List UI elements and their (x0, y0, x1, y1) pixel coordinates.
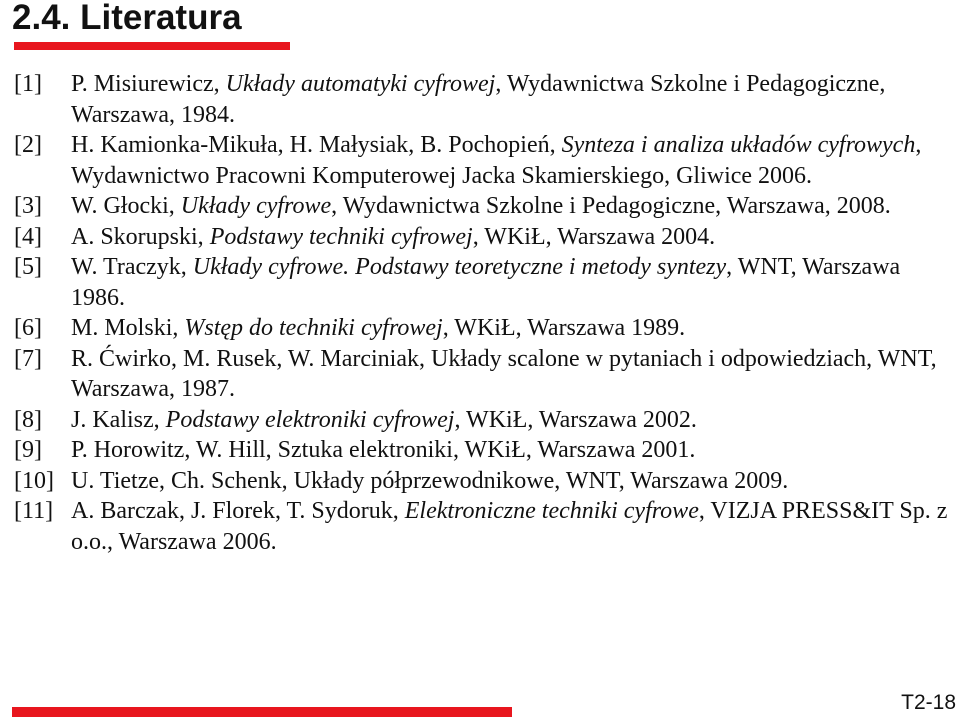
reference-text-part: , Wydawnictwa Szkolne i Pedagogiczne, Warszawa, 1984. (71, 71, 886, 128)
reference-text (71, 130, 949, 191)
reference-title: Synteza i analiza układów cyfrowych (561, 132, 916, 158)
reference-text (71, 191, 949, 222)
reference-text (71, 313, 949, 344)
reference-text-part: , WKiŁ, Warszawa 1989. (442, 315, 686, 341)
reference-title: Układy automatyki cyfrowej (225, 71, 496, 97)
reference-item (14, 313, 949, 344)
reference-text-part: J. Kalisz, (71, 406, 166, 433)
reference-title: Wstęp do techniki cyfrowej (184, 315, 443, 341)
reference-number: [4] (14, 223, 42, 250)
reference-number: [1] (14, 71, 42, 97)
reference-number: [11] (14, 498, 54, 524)
reference-number: [3] (14, 193, 42, 219)
reference-title: Układy cyfrowe. Podstawy teoretyczne i metody syntezy (192, 254, 727, 280)
reference-item (14, 222, 949, 253)
reference-text-part: M. Molski, (71, 315, 185, 341)
reference-text (71, 466, 949, 497)
reference-item (14, 435, 949, 466)
footer-accent-bar (12, 707, 512, 717)
reference-text (71, 222, 949, 253)
reference-text (71, 69, 949, 130)
reference-text-part: , Wydawnictwo Pracowni Komputerowej Jacka Skamierskiego, Gliwice 2006. (71, 132, 922, 189)
page-title: 2.4. Literatura (12, 0, 242, 37)
reference-text-part: , WNT, Warszawa 1986. (71, 254, 901, 311)
reference-text-part: A. Barczak, J. Florek, T. Sydoruk, (71, 498, 405, 524)
reference-number: [7] (14, 345, 42, 372)
reference-text-part: A. Skorupski, (71, 223, 210, 250)
reference-item (14, 252, 949, 313)
reference-text-part: , WKiŁ, Warszawa 2004. (472, 223, 716, 250)
reference-text (71, 435, 949, 466)
reference-number: [5] (14, 254, 42, 280)
reference-title: Elektroniczne techniki cyfrowe (404, 498, 699, 524)
reference-text-part: R. Ćwirko, M. Rusek, W. Marciniak, Układy scalone w pytaniach i odpowiedziach, WNT, Warszawa, 1987. (71, 345, 937, 402)
reference-item (14, 191, 949, 222)
reference-text (71, 496, 949, 557)
reference-text (71, 344, 949, 405)
reference-text (71, 405, 949, 436)
reference-item (14, 69, 949, 130)
reference-title: Układy cyfrowe (180, 193, 332, 219)
reference-item (14, 130, 949, 191)
slide-number: T2-18 (901, 691, 956, 714)
reference-text-part: P. Horowitz, W. Hill, Sztuka elektroniki, WKiŁ, Warszawa 2001. (71, 437, 696, 463)
reference-text-part: , VIZJA PRESS&IT Sp. z o.o., Warszawa 2006. (71, 498, 948, 555)
reference-title: Podstawy techniki cyfrowej (209, 223, 473, 250)
reference-text (71, 252, 949, 313)
reference-list (14, 69, 949, 557)
reference-item (14, 405, 949, 436)
reference-number: [6] (14, 315, 42, 341)
reference-item (14, 496, 949, 557)
reference-text-part: U. Tietze, Ch. Schenk, Układy półprzewodnikowe, WNT, Warszawa 2009. (71, 467, 789, 494)
reference-text-part: , WKiŁ, Warszawa 2002. (454, 406, 697, 433)
reference-item (14, 344, 949, 405)
reference-number: [9] (14, 437, 42, 463)
reference-number: [10] (14, 467, 54, 494)
reference-text-part: W. Głocki, (71, 193, 181, 219)
reference-title: Podstawy elektroniki cyfrowej (165, 406, 455, 433)
reference-text-part: , Wydawnictwa Szkolne i Pedagogiczne, Warszawa, 2008. (331, 193, 891, 219)
reference-number: [8] (14, 406, 42, 433)
reference-text-part: W. Traczyk, (71, 254, 193, 280)
reference-number: [2] (14, 132, 42, 158)
reference-text-part: H. Kamionka-Mikuła, H. Małysiak, B. Pochopień, (71, 132, 562, 158)
title-underline-bar (14, 42, 290, 50)
reference-item (14, 466, 949, 497)
reference-text-part: P. Misiurewicz, (71, 71, 226, 97)
